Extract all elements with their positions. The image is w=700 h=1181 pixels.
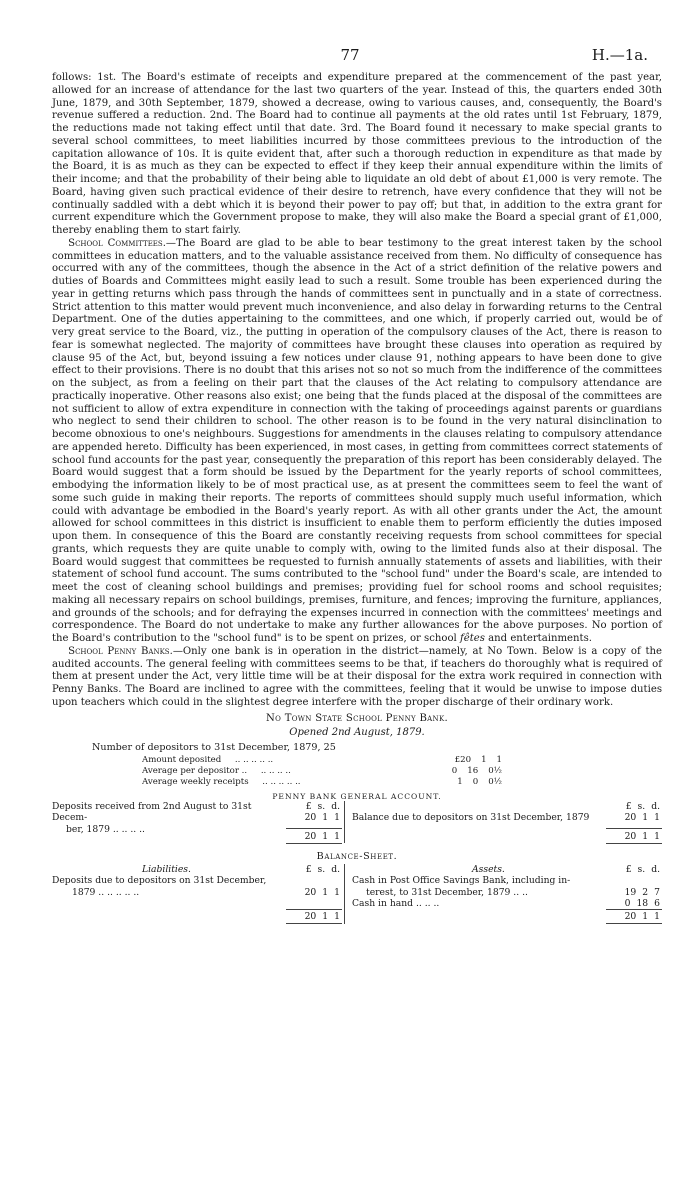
stat-shillings: 0 xyxy=(472,776,479,787)
total-rule xyxy=(286,923,342,924)
stat-row xyxy=(142,777,602,788)
stat-leader: .. .. .. .. .. xyxy=(234,754,274,765)
liabilities-text: Deposits due to depositors on 31st December, xyxy=(52,875,267,887)
bank-stats xyxy=(52,755,602,788)
section-heading: School Committees. xyxy=(68,237,166,249)
stat-shillings: 1 xyxy=(481,754,487,765)
general-left-head: £ s. d. xyxy=(305,800,340,812)
general-left-text: Deposits received from 2nd August to 31st Decem- xyxy=(52,800,252,824)
stat-row xyxy=(142,766,602,777)
asset-amount: 0 18 6 xyxy=(624,898,660,910)
stat-label: Average weekly receipts xyxy=(142,776,249,787)
total-rule xyxy=(286,909,342,910)
stat-label: Average per depositor .. xyxy=(142,765,248,776)
stat-label: Amount deposited xyxy=(142,754,222,765)
asset-text: Cash in Post Office Savings Bank, including in- xyxy=(352,875,571,887)
stat-shillings: 16 xyxy=(467,765,479,776)
assets-heading: Assets. xyxy=(472,863,505,875)
bank-title: No Town State School Penny Bank. xyxy=(266,712,448,724)
paragraph-end: and entertainments. xyxy=(488,633,592,644)
general-right-amount: 20 1 1 xyxy=(624,812,660,824)
general-right-total: 20 1 1 xyxy=(624,830,660,842)
paragraph-finances: follows: 1st. The Board's estimate of receipts and expenditure prepared at the commencement of the past year, allowed for an increase of attendance for the last two quarters of the year. Instead of this, the quarters ended 30th June, 1879, and 30th September, 1879, showed a decrease, owing to various causes, and, consequently, the Board's revenue suffered a reduction. 2nd. The Board had to continue all payments at the old rates until 1st February, 1879, the reductions made not taking effect until that date. 3rd. The Board found it necessary to make special grants to several school committees, to meet liabilities incurred by those committees previous to the introduction of the capitation allowance of 10s. It is quite evident that, after such a thorough reduction in expenditure as that made by the Board, it is as much as they can be expected to effect if they keep their annual expenditure within the limits of their income; and that the probability of their being able to liquidate an old debt of about £1,000 is very remote. The Board, having given such practical evidence of their desire to retrench, have every confidence that they will not be continually saddled with a debt which it is beyond their power to pay off; but that, in addition to the extra grant for current expenditure which the Government propose to make, they will also make the Board a special grant of £1,000, thereby enabling them to start fairly. xyxy=(52,72,662,236)
total-rule xyxy=(286,828,342,829)
total-rule xyxy=(606,828,662,829)
stat-pence: 0½ xyxy=(488,776,502,787)
total-rule xyxy=(606,909,662,910)
stat-pounds: 0 xyxy=(451,765,458,776)
total-rule xyxy=(286,843,342,844)
paragraph-school-committees xyxy=(52,238,662,646)
total-rule xyxy=(606,843,662,844)
stat-row xyxy=(142,755,602,766)
column-divider xyxy=(344,864,345,924)
general-left-text: ber, 1879 .. .. .. .. xyxy=(66,823,145,835)
stat-leader: .. .. .. .. .. xyxy=(262,776,301,787)
general-left-total: 20 1 1 xyxy=(304,830,340,842)
stat-pence: 0½ xyxy=(488,765,502,776)
liabilities-amount: 20 1 1 xyxy=(304,886,340,898)
italic-word: fêtes xyxy=(460,633,485,644)
total-rule xyxy=(606,923,662,924)
asset-amount: 19 2 7 xyxy=(624,886,660,898)
stat-pounds: £20 xyxy=(454,754,472,765)
assets-total: 20 1 1 xyxy=(624,910,660,922)
liabilities-heading: Liabilities. xyxy=(142,863,191,875)
page-number: 77 xyxy=(340,46,360,64)
balance-sheet-title: Balance-Sheet. xyxy=(316,850,398,862)
liabilities-text: 1879 .. .. .. .. .. xyxy=(72,886,140,898)
liabilities-money-head: £ s. d. xyxy=(305,863,340,875)
paragraph-text: —Only one bank is in operation in the district—namely, at No Town. Below is a copy of the audited accounts. The general feeling with committees seems to be that, if teachers do thoroughly what is required of them at present under the Act, very little time will be at their disposal for the extra work required in connection with Penny Banks. The Board are inclined to agree with the committees, feeling that it would be unwise to impose duties upon teachers which could in the slightest degree interfere with the proper discharge of their ordinary work. xyxy=(52,645,662,708)
asset-text: terest, to 31st December, 1879 .. .. xyxy=(366,886,528,898)
stat-pounds: 1 xyxy=(457,776,463,787)
liabilities-total: 20 1 1 xyxy=(304,910,340,922)
general-right-text: Balance due to depositors on 31st December, 1879 xyxy=(352,812,590,824)
paragraph-penny-banks xyxy=(52,646,662,710)
stat-leader: .. .. .. .. xyxy=(260,765,291,776)
general-account-title: PENNY BANK GENERAL ACCOUNT. xyxy=(272,791,442,801)
assets-money-head: £ s. d. xyxy=(625,863,660,875)
paragraph-text: —The Board are glad to be able to bear testimony to the great interest taken by the school committees in education matters, and to the valuable assistance received from them. No difficulty of consequence has occurred with any of the committees, though the absence in the Act of a strict definition of the relative powers and duties of Boards and Committees might easily lead to such a result. Some trouble has been experienced during the year in getting returns which pass through the hands of committees sent in punctually and in a state of correctness. Strict attention to this matter would prevent much inconvenience, and also delay in forwarding returns to the Central Department. One of the duties appertaining to the committees, and one which, if properly carried out, would be of very great service to the Board, viz., the putting in operation of the compulsory clauses of the Act, there is reason to fear is somewhat neglected. The majority of committees have brought these clauses into operation as required by clause 95 of the Act, but, beyond issuing a few notices under clause 91, nothing appears to have been done to give effect to their provisions. There is no doubt that this arises not so not so much from the indifference of the committees on the subject, as from a feeling on their part that the clauses of the Act relating to compulsory attendance are practically inoperative. Other reasons also exist; one being that the funds placed at the disposal of the committees are not sufficient to allow of extra expenditure in connection with the taking of proceedings against parents or guardians who neglect to send their children to school. The other reason is to be found in the very natural disinclination to become obnoxious to one's neighbours. Suggestions for amendments in the clauses relating to compulsory attendance are appended hereto. Difficulty has been experienced, in most cases, in getting from committees correct statements of school fund accounts for the past year, consequently the preparation of this report has been considerably delayed. The Board would suggest that a form should be issued by the Department for the yearly reports of school committees, embodying the information likely to be of most practical use, as at present the committees seem to feel the want of some such guide in making their reports. The reports of committees should supply much useful information, which could with advantage be embodied in the Board's yearly report. As with all other grants under the Act, the amount allowed for school committees in this district is insufficient to enable them to perform efficiently the duties imposed upon them. In consequence of this the Board are constantly receiving requests from school committees for special grants, which requests they are quite unable to comply with, owing to the limited funds also at their disposal. The Board would suggest that committees be requested to furnish annually statements of assets and liabilities, with their statement of school fund account. The sums contributed to the "school fund" under the Board's scale, are intended to meet the cost of cleaning school buildings and premises; providing fuel for school rooms and school requisites; making all necessary repairs on school buildings, premises, furniture, and fences; improving the furniture, appliances, and grounds of the schools; and for defraying the expenses incurred in connection with the committees' meetings and correspondence. The Board do not undertake to make any further allowances for the above purposes. No portion of the Board's contribution to the "school fund" is to be spent on prizes, or school xyxy=(52,237,662,644)
document-body xyxy=(52,72,662,926)
general-account-table xyxy=(52,801,662,849)
balance-sheet-table xyxy=(52,864,662,926)
column-divider xyxy=(344,801,345,843)
bank-opened: Opened 2nd August, 1879. xyxy=(289,727,425,739)
stat-pence: 1 xyxy=(496,754,502,765)
general-left-amount: 20 1 1 xyxy=(304,812,340,824)
asset-text: Cash in hand .. .. .. xyxy=(352,898,440,910)
page-code: H.—1a. xyxy=(591,46,648,64)
section-heading: School Penny Banks. xyxy=(68,645,173,657)
general-right-head: £ s. d. xyxy=(625,800,660,812)
depositors-count: Number of depositors to 31st December, 1879, 25 xyxy=(92,741,336,753)
